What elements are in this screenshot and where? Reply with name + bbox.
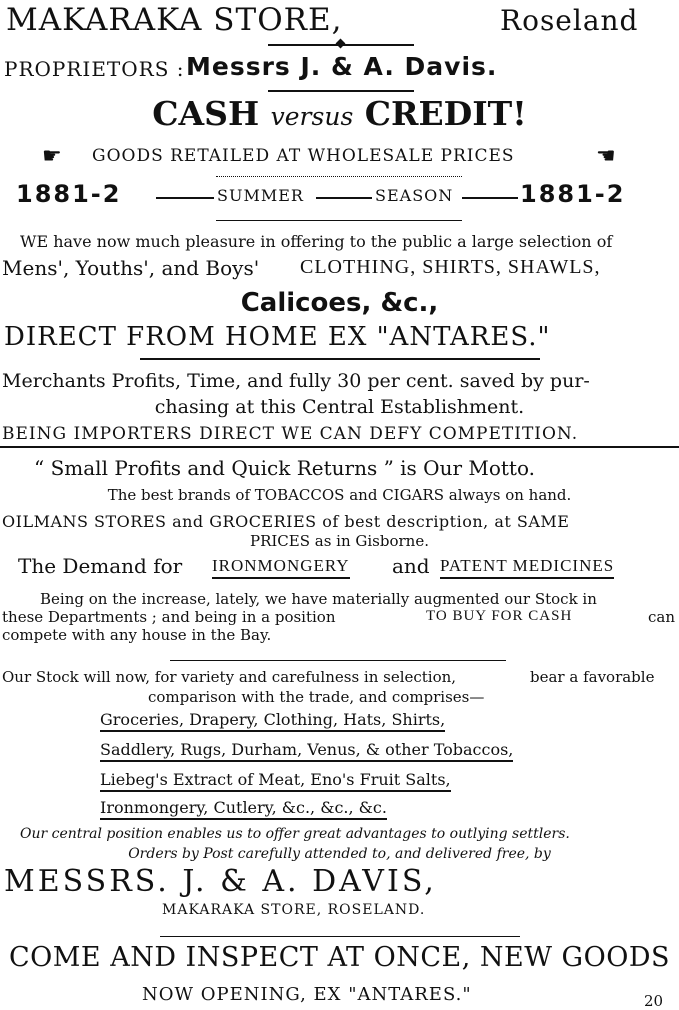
pointing-hand-left-icon: ☛ <box>42 144 63 169</box>
intro-mens: Mens', Youths', and Boys' <box>2 256 260 280</box>
direct-rule <box>140 358 540 360</box>
stock-line-1 <box>0 668 679 690</box>
come-and-inspect: COME AND INSPECT AT ONCE, NEW GOODS <box>8 942 671 973</box>
season-year-left: 1881-2 <box>16 180 122 208</box>
stock-item-2 <box>100 740 679 762</box>
davis-footer: MESSRS. J. & A. DAVIS, <box>4 864 437 899</box>
increase-buy-for-cash: TO BUY FOR CASH <box>426 608 573 624</box>
profits-line-2: chasing at this Central Establishment. <box>154 396 525 418</box>
increase-can: can <box>648 608 676 626</box>
stock-divider <box>170 660 506 661</box>
demand-and: and <box>392 554 430 578</box>
wholesale-text: GOODS RETAILED AT WHOLESALE PRICES <box>92 146 515 166</box>
proprietors-name: Messrs J. & A. Davis. <box>186 52 498 81</box>
increase-departments: these Departments ; and being in a position <box>2 608 336 626</box>
store-name: MAKARAKA STORE, <box>6 2 343 38</box>
intro-clothing: CLOTHING, SHIRTS, SHAWLS, <box>300 256 601 278</box>
store-address: MAKARAKA STORE, ROSELAND. <box>162 902 426 918</box>
versus-word: versus <box>270 102 354 131</box>
credit-word: CREDIT! <box>364 94 527 133</box>
cash-credit-headline <box>0 94 679 136</box>
header-rule <box>268 90 414 92</box>
profits-line-1: Merchants Profits, Time, and fully 30 per cent. saved by pur- <box>2 370 590 392</box>
wholesale-line <box>0 146 679 172</box>
central-line-2: Orders by Post carefully attended to, and delivered free, by <box>128 846 551 862</box>
stock-item-text: Ironmongery, Cutlery, &c., &c., &c. <box>100 798 387 820</box>
stock-favorable: bear a favorable <box>530 668 655 686</box>
season-summer: SUMMER <box>217 186 304 205</box>
season-rule <box>216 220 462 221</box>
stock-item-text: Liebeg's Extract of Meat, Eno's Fruit Salts, <box>100 770 451 792</box>
season-year-right: 1881-2 <box>520 180 626 208</box>
intro-line-1: WE have now much pleasure in offering to the public a large selection of <box>20 232 613 251</box>
stock-item-text: Saddlery, Rugs, Durham, Venus, & other Tobaccos, <box>100 740 513 762</box>
stock-line-2: comparison with the trade, and comprises— <box>148 688 485 706</box>
season-dash-3 <box>462 197 518 199</box>
demand-prefix: The Demand for <box>18 554 183 578</box>
stock-item-3 <box>100 770 679 792</box>
motto-line <box>34 456 679 480</box>
stock-item-text: Groceries, Drapery, Clothing, Hats, Shirts, <box>100 710 445 732</box>
calicoes-line: Calicoes, &c., <box>240 288 439 318</box>
demand-patent: PATENT MEDICINES <box>440 556 614 579</box>
store-location: Roseland <box>500 4 639 37</box>
tobaccos-line: The best brands of TOBACCOS and CIGARS always on hand. <box>107 486 572 504</box>
page-number: 20 <box>644 992 664 1010</box>
direct-from-home-line: DIRECT FROM HOME EX "ANTARES." <box>4 322 551 352</box>
proprietors-label: PROPRIETORS : <box>4 57 185 81</box>
season-season: SEASON <box>375 186 454 205</box>
stock-item-1 <box>100 710 679 732</box>
pointing-hand-right-icon: ☚ <box>596 144 617 169</box>
increase-line-1: Being on the increase, lately, we have materially augmented our Stock in <box>40 590 597 608</box>
wholesale-rule <box>216 176 462 177</box>
increase-line-3: compete with any house in the Bay. <box>2 626 272 644</box>
central-line-1: Our central position enables us to offer great advantages to outlying settlers. <box>20 826 570 842</box>
address-rule <box>160 936 520 937</box>
cash-word: CASH <box>152 94 260 133</box>
importers-rule <box>0 446 679 448</box>
oilmans-line-2: PRICES as in Gisborne. <box>249 532 429 550</box>
season-dash-1 <box>156 197 214 199</box>
season-dash-2 <box>316 197 372 199</box>
stock-item-4 <box>100 798 679 820</box>
stock-text: Our Stock will now, for variety and carefulness in selection, <box>2 668 457 686</box>
demand-line <box>0 554 679 584</box>
intro-line-2 <box>0 256 679 286</box>
motto-text: “ Small Profits and Quick Returns ” is Our Motto. <box>34 456 536 480</box>
demand-ironmongery: IRONMONGERY <box>212 556 350 579</box>
season-line <box>0 180 679 216</box>
proprietors-line <box>0 52 679 86</box>
importers-line: BEING IMPORTERS DIRECT WE CAN DEFY COMPETITION. <box>2 424 579 444</box>
now-opening: NOW OPENING, EX "ANTARES." <box>142 984 472 1005</box>
store-heading <box>0 2 679 42</box>
oilmans-line-1: OILMANS STORES and GROCERIES of best description, at SAME <box>2 512 570 531</box>
